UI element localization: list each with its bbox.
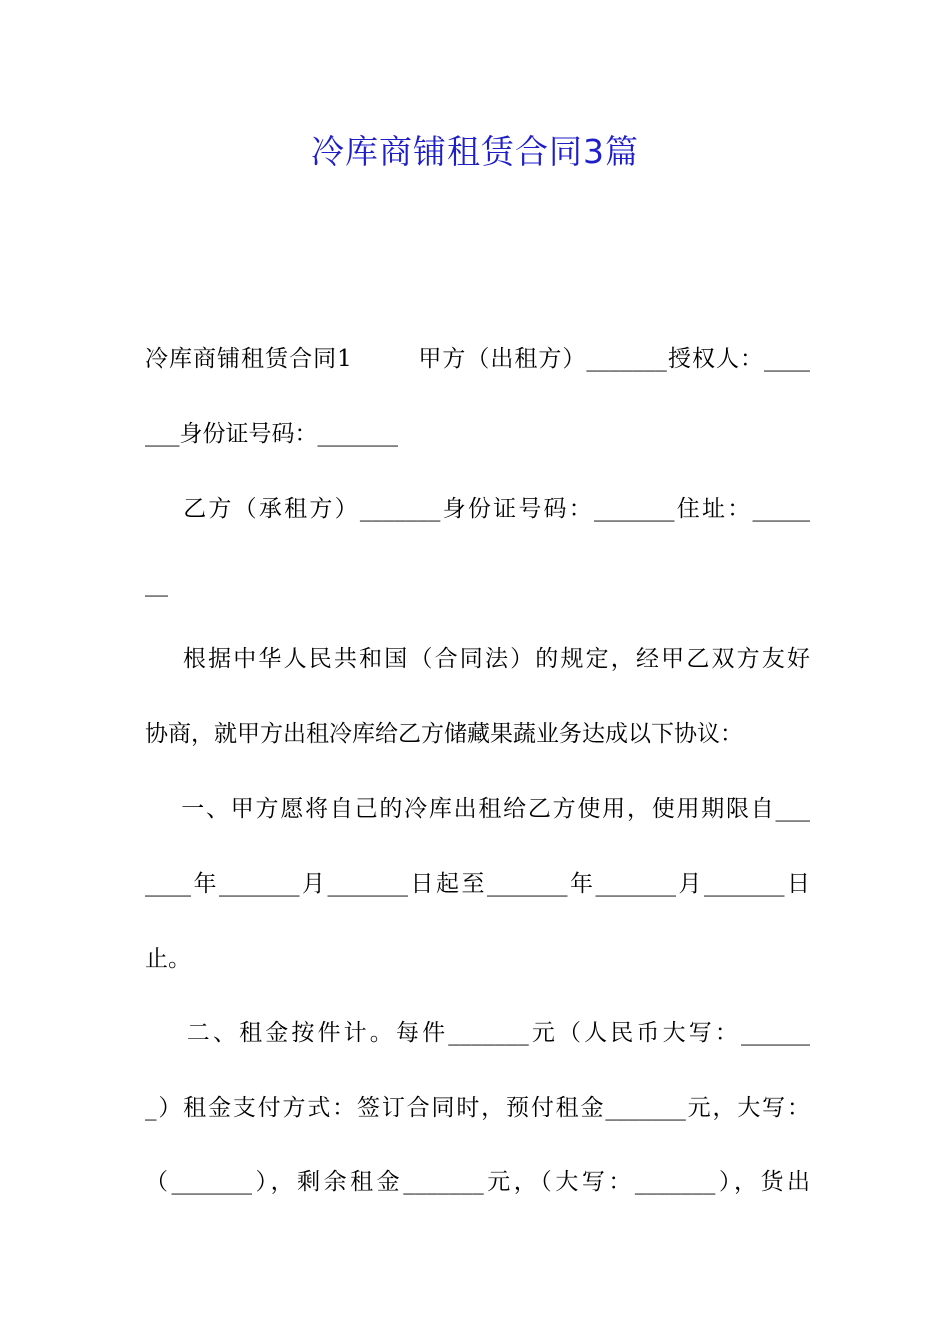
text-line: 乙方（承租方）_______身份证号码：_______住址：_____ bbox=[145, 496, 810, 522]
text-line: ____年_______月_______日起至_______年_______月_______日 bbox=[145, 871, 810, 897]
text-line: __ bbox=[145, 571, 168, 597]
text-line: _）租金支付方式：签订合同时，预付租金_______元，大写： bbox=[145, 1095, 810, 1121]
document-title: 冷库商铺租赁合同3篇 bbox=[311, 132, 639, 171]
text-line: （_______），剩余租金_______元，（大写：_______），货出 bbox=[145, 1169, 810, 1195]
text-line: 根据中华人民共和国（合同法）的规定，经甲乙双方友好 bbox=[145, 646, 810, 672]
text-line: 一、甲方愿将自己的冷库出租给乙方使用，使用期限自___ bbox=[145, 796, 810, 822]
text-line: ___身份证号码：_______ bbox=[145, 421, 398, 447]
text-line: 冷库商铺租赁合同1 甲方（出租方）_______授权人：____ bbox=[145, 346, 810, 372]
text-line: 止。 bbox=[145, 946, 191, 972]
text-line: 二、租金按件计。每件_______元（人民币大写：______ bbox=[145, 1020, 810, 1046]
text-line: 协商，就甲方出租冷库给乙方储藏果蔬业务达成以下协议： bbox=[145, 721, 743, 747]
